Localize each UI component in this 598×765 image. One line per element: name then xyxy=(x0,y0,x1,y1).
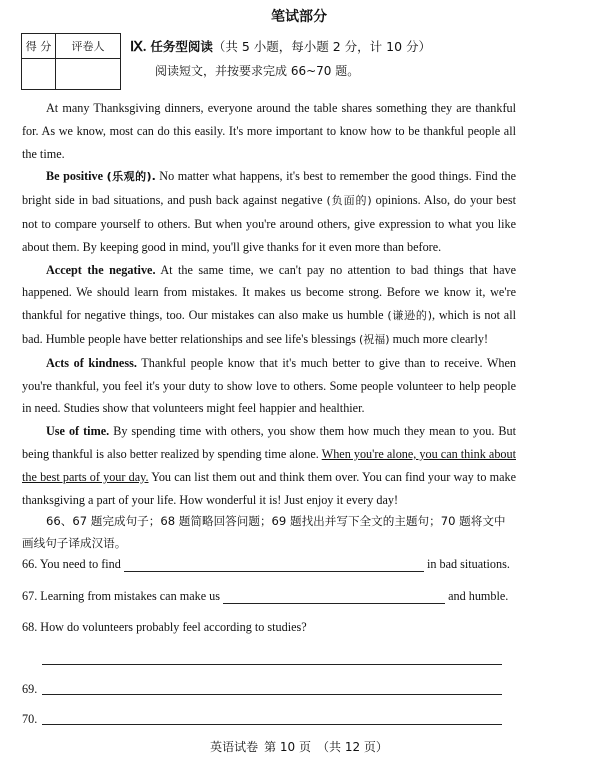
passage-paragraph-3 xyxy=(22,259,516,352)
footer-total: （共 12 页） xyxy=(317,740,388,754)
question-68: 68. How do volunteers probably feel according to studies? xyxy=(22,620,307,634)
paragraph-heading: Be positive xyxy=(46,169,104,184)
passage-paragraph-1: At many Thanksgiving dinners, everyone around the table shares something they are thankful for. As we know, most can do this easily. It's more important to know how to be thankful people all the time. xyxy=(22,101,516,161)
reading-passage xyxy=(22,97,516,511)
section-number: Ⅸ. xyxy=(130,40,147,55)
paragraph-heading: Accept the negative. xyxy=(46,262,156,277)
question-text: 66. You need to find xyxy=(22,557,121,571)
question-69-label: 69. xyxy=(22,682,38,696)
footer-page: 第 10 页 xyxy=(264,740,311,754)
question-text: 67. Learning from mistakes can make us xyxy=(22,589,220,603)
underlined-sentence: When you're alone, you can think about the best parts of your day. xyxy=(22,446,516,484)
section-name: 任务型阅读 xyxy=(150,39,213,54)
score-box xyxy=(21,33,121,90)
grader-cell[interactable] xyxy=(56,59,121,90)
question-text: in bad situations. xyxy=(426,557,510,571)
answer-line-70[interactable] xyxy=(42,724,502,725)
score-label: 得 分 xyxy=(22,34,56,59)
paragraph-text: Thankful people know that it's much better to give than to receive. When you're thankful, you feel it's your duty to show love to others. Some people volunteer to help people in need. Studies show that volunteers might feel happier and healthier. xyxy=(22,355,517,416)
passage-paragraph-2 xyxy=(22,165,516,258)
task-instructions: 66、67 题完成句子；68 题简略回答问题；69 题找出并写下全文的主题句；70 题将文中画线句子译成汉语。 xyxy=(22,514,506,550)
paragraph-text: By spending time with others, you show them how much they mean to you. But being thankful is also better realized by spending time alone. xyxy=(22,424,516,461)
answer-blank-67[interactable] xyxy=(223,589,445,604)
passage-paragraph-4 xyxy=(22,352,516,420)
paragraph-text: At the same time, we can't pay no attention to bad things that have happened. We should learn from mistakes. It makes us become strong. Before we know it, we're thankful for negative things, too. Our mistakes can also make us humble xyxy=(22,262,516,323)
question-70-label: 70. xyxy=(22,712,38,726)
gloss: (祝福) xyxy=(358,332,390,346)
question-66 xyxy=(22,557,510,572)
paragraph-text: opinions. Also, do your best not to compare yourself to others. But when you're around others, give expression to what you like about them. By keeping good in mind, you'll give thanks for it even more than before. xyxy=(22,193,516,254)
section-heading xyxy=(130,37,431,56)
paragraph-text: much more clearly! xyxy=(389,331,489,346)
paragraph-text: You can list them out and think them over. You can find your way to make thanksgiving a part of your life. How wonderful it is! Just enjoy it every day! xyxy=(22,469,516,507)
page-footer xyxy=(0,738,598,755)
answer-line-68[interactable] xyxy=(42,664,502,665)
question-text: and humble. xyxy=(448,589,509,603)
gloss: (负面的) xyxy=(326,194,372,208)
question-67 xyxy=(22,589,508,604)
footer-subject: 英语试卷 xyxy=(210,740,259,754)
section-instructions: 阅读短文，并按要求完成 66~70 题。 xyxy=(155,64,360,78)
paragraph-heading: Use of time. xyxy=(46,424,110,439)
paragraph-heading: Acts of kindness. xyxy=(46,355,137,370)
answer-blank-66[interactable] xyxy=(124,557,424,572)
section-points: （共 5 小题，每小题 2 分，计 10 分） xyxy=(212,39,432,54)
grader-label: 评卷人 xyxy=(56,34,121,59)
paragraph-text: , which is not all bad. Humble people have better relationships and see life's blessings xyxy=(22,308,516,346)
passage-paragraph-5 xyxy=(22,420,516,511)
score-cell[interactable] xyxy=(22,59,56,90)
answer-line-69[interactable] xyxy=(42,694,502,695)
gloss: (乐观的). xyxy=(106,170,156,184)
page-title: 笔试部分 xyxy=(271,9,327,25)
gloss: (谦逊的) xyxy=(387,309,432,323)
paragraph-text: No matter what happens, it's best to remember the good things. Find the bright side in bad situations, and push back against negative xyxy=(22,169,516,208)
